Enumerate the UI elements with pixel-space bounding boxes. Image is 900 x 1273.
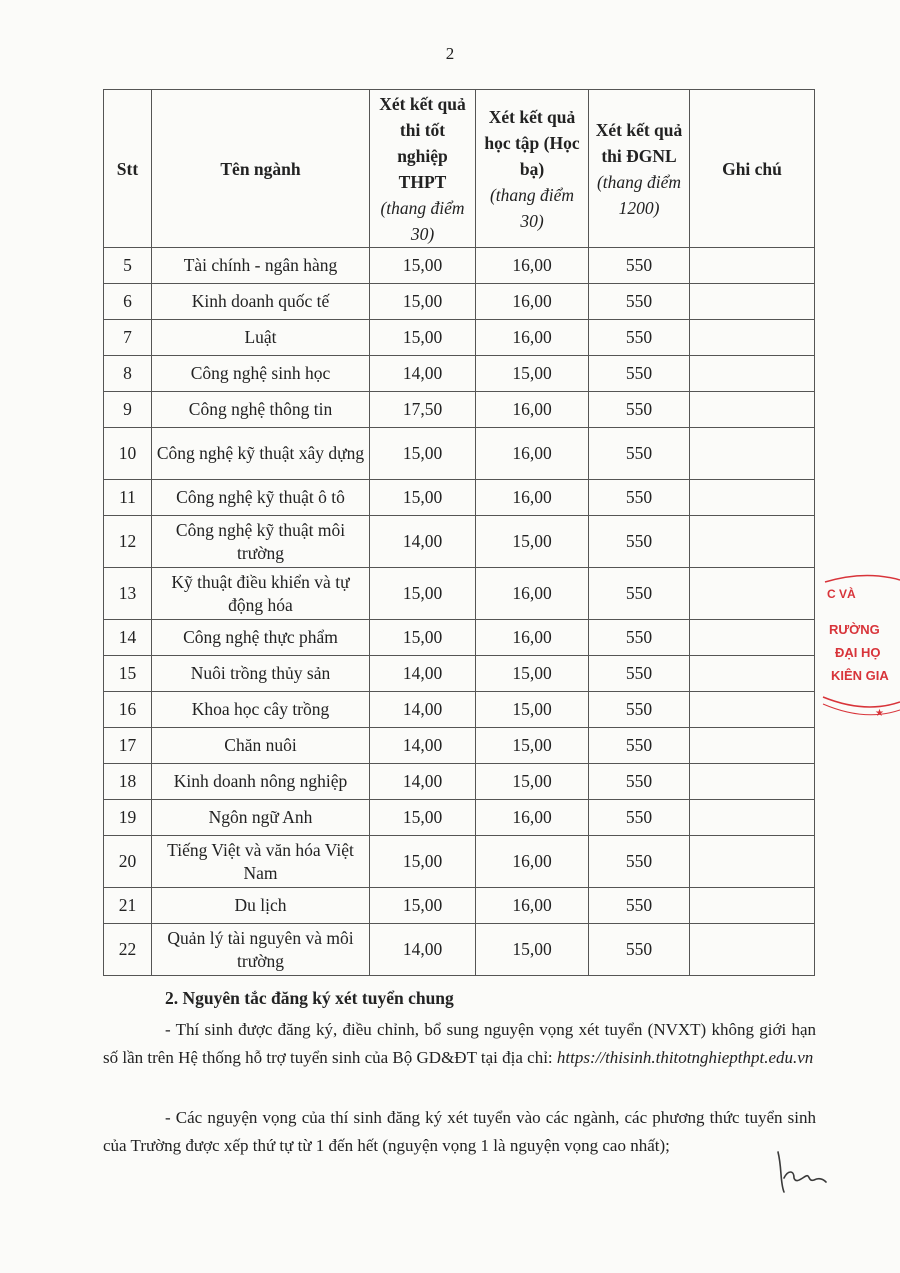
table-row <box>104 728 815 764</box>
table-row <box>104 836 815 888</box>
cell-thpt-score: 15,00 <box>370 888 476 924</box>
cell-stt: 15 <box>104 656 152 692</box>
table-body <box>104 248 815 976</box>
seal-text-line-3: ĐẠI HỌ <box>835 645 881 660</box>
cell-major-name: Chăn nuôi <box>152 728 370 764</box>
cell-thpt-score: 14,00 <box>370 924 476 976</box>
cell-thpt-score: 14,00 <box>370 692 476 728</box>
cell-thpt-score: 15,00 <box>370 284 476 320</box>
table-row <box>104 248 815 284</box>
cell-stt: 7 <box>104 320 152 356</box>
cell-hocba-score: 16,00 <box>476 428 589 480</box>
cell-stt: 22 <box>104 924 152 976</box>
cell-stt: 21 <box>104 888 152 924</box>
header-hocba <box>476 90 589 248</box>
cell-note <box>690 284 815 320</box>
cell-note <box>690 320 815 356</box>
cell-note <box>690 428 815 480</box>
cell-dgnl-score: 550 <box>589 392 690 428</box>
header-hocba-label: Xét kết quả học tập (Học bạ) <box>484 106 580 179</box>
cell-stt: 14 <box>104 620 152 656</box>
cell-major-name: Công nghệ thực phẩm <box>152 620 370 656</box>
paragraph-registration-text: - Thí sinh được đăng ký, điều chỉnh, bổ sung nguyện vọng xét tuyển (NVXT) không giới hạn số lần trên Hệ thống hỗ trợ tuyển sinh của Bộ GD&ĐT tại địa chỉ: <box>103 1020 816 1067</box>
cell-dgnl-score: 550 <box>589 284 690 320</box>
cell-major-name: Luật <box>152 320 370 356</box>
cell-stt: 13 <box>104 568 152 620</box>
seal-text-line-4: KIÊN GIA <box>831 668 889 683</box>
cell-note <box>690 692 815 728</box>
paragraph-priority-text: - Các nguyện vọng của thí sinh đăng ký xét tuyển vào các ngành, các phương thức tuyển sinh của Trường được xếp thứ tự từ 1 đến hết (nguyện vọng 1 là nguyện vọng cao nhất); <box>103 1108 816 1155</box>
cell-dgnl-score: 550 <box>589 764 690 800</box>
cell-major-name: Kinh doanh nông nghiệp <box>152 764 370 800</box>
cell-major-name: Công nghệ kỹ thuật xây dựng <box>152 428 370 480</box>
cell-stt: 16 <box>104 692 152 728</box>
header-thpt-label: Xét kết quả thi tốt nghiệp THPT <box>379 93 466 192</box>
table-row <box>104 516 815 568</box>
cell-stt: 12 <box>104 516 152 568</box>
cell-stt: 18 <box>104 764 152 800</box>
cell-note <box>690 728 815 764</box>
admission-score-table <box>103 89 815 976</box>
cell-thpt-score: 15,00 <box>370 800 476 836</box>
cell-note <box>690 656 815 692</box>
handwritten-signature <box>772 1148 832 1198</box>
cell-dgnl-score: 550 <box>589 888 690 924</box>
table-row <box>104 356 815 392</box>
cell-dgnl-score: 550 <box>589 516 690 568</box>
section-heading: 2. Nguyên tắc đăng ký xét tuyển chung <box>165 988 454 1008</box>
cell-dgnl-score: 550 <box>589 800 690 836</box>
header-hocba-scale: (thang điểm 30) <box>489 184 575 231</box>
cell-hocba-score: 15,00 <box>476 764 589 800</box>
cell-hocba-score: 15,00 <box>476 692 589 728</box>
cell-dgnl-score: 550 <box>589 568 690 620</box>
cell-thpt-score: 17,50 <box>370 392 476 428</box>
cell-major-name: Công nghệ kỹ thuật ô tô <box>152 480 370 516</box>
header-dgnl-label: Xét kết quả thi ĐGNL <box>595 119 683 166</box>
seal-star-icon: ★ <box>875 708 884 719</box>
cell-stt: 11 <box>104 480 152 516</box>
cell-dgnl-score: 550 <box>589 620 690 656</box>
table-row <box>104 764 815 800</box>
cell-hocba-score: 16,00 <box>476 480 589 516</box>
cell-thpt-score: 14,00 <box>370 516 476 568</box>
cell-note <box>690 480 815 516</box>
cell-major-name: Kỹ thuật điều khiển và tự động hóa <box>152 568 370 620</box>
table-row <box>104 284 815 320</box>
cell-note <box>690 392 815 428</box>
cell-major-name: Tài chính - ngân hàng <box>152 248 370 284</box>
cell-note <box>690 516 815 568</box>
header-stt: Stt <box>104 90 152 248</box>
cell-thpt-score: 15,00 <box>370 480 476 516</box>
page-number: 2 <box>445 44 455 63</box>
paragraph-priority <box>103 1104 816 1160</box>
cell-stt: 17 <box>104 728 152 764</box>
cell-major-name: Công nghệ kỹ thuật môi trường <box>152 516 370 568</box>
cell-dgnl-score: 550 <box>589 428 690 480</box>
table-row <box>104 320 815 356</box>
cell-note <box>690 764 815 800</box>
table-row <box>104 692 815 728</box>
cell-dgnl-score: 550 <box>589 692 690 728</box>
table-row <box>104 620 815 656</box>
cell-major-name: Công nghệ thông tin <box>152 392 370 428</box>
table-row <box>104 924 815 976</box>
cell-note <box>690 356 815 392</box>
registration-url: https://thisinh.thitotnghiepthpt.edu.vn <box>556 1048 814 1067</box>
cell-stt: 6 <box>104 284 152 320</box>
seal-text-line-1: C VÀ <box>827 587 856 601</box>
cell-hocba-score: 15,00 <box>476 728 589 764</box>
header-thpt <box>370 90 476 248</box>
cell-hocba-score: 16,00 <box>476 888 589 924</box>
cell-note <box>690 620 815 656</box>
cell-dgnl-score: 550 <box>589 656 690 692</box>
cell-thpt-score: 14,00 <box>370 764 476 800</box>
cell-stt: 9 <box>104 392 152 428</box>
cell-thpt-score: 14,00 <box>370 728 476 764</box>
cell-thpt-score: 15,00 <box>370 568 476 620</box>
cell-major-name: Nuôi trồng thủy sản <box>152 656 370 692</box>
cell-thpt-score: 15,00 <box>370 428 476 480</box>
cell-hocba-score: 15,00 <box>476 656 589 692</box>
table-row <box>104 800 815 836</box>
cell-thpt-score: 14,00 <box>370 656 476 692</box>
cell-stt: 5 <box>104 248 152 284</box>
header-dgnl-scale: (thang điểm 1200) <box>596 171 682 218</box>
cell-hocba-score: 15,00 <box>476 516 589 568</box>
cell-hocba-score: 16,00 <box>476 392 589 428</box>
header-major-name: Tên ngành <box>152 90 370 248</box>
cell-dgnl-score: 550 <box>589 924 690 976</box>
table-row <box>104 888 815 924</box>
cell-hocba-score: 16,00 <box>476 284 589 320</box>
cell-stt: 19 <box>104 800 152 836</box>
cell-note <box>690 800 815 836</box>
cell-major-name: Công nghệ sinh học <box>152 356 370 392</box>
table-header-row <box>104 90 815 248</box>
cell-dgnl-score: 550 <box>589 480 690 516</box>
cell-thpt-score: 14,00 <box>370 356 476 392</box>
cell-thpt-score: 15,00 <box>370 248 476 284</box>
cell-hocba-score: 16,00 <box>476 620 589 656</box>
cell-note <box>690 248 815 284</box>
cell-major-name: Quản lý tài nguyên và môi trường <box>152 924 370 976</box>
header-dgnl <box>589 90 690 248</box>
header-note: Ghi chú <box>690 90 815 248</box>
seal-text-line-2: RƯỜNG <box>829 622 880 637</box>
cell-dgnl-score: 550 <box>589 728 690 764</box>
paragraph-registration <box>103 1016 816 1072</box>
cell-major-name: Ngôn ngữ Anh <box>152 800 370 836</box>
table-row <box>104 480 815 516</box>
cell-hocba-score: 15,00 <box>476 924 589 976</box>
cell-thpt-score: 15,00 <box>370 320 476 356</box>
cell-major-name: Tiếng Việt và văn hóa Việt Nam <box>152 836 370 888</box>
seal-bottom-arc <box>823 697 900 707</box>
table-row <box>104 428 815 480</box>
cell-note <box>690 568 815 620</box>
cell-hocba-score: 16,00 <box>476 800 589 836</box>
cell-note <box>690 836 815 888</box>
table-row <box>104 568 815 620</box>
cell-dgnl-score: 550 <box>589 320 690 356</box>
cell-major-name: Du lịch <box>152 888 370 924</box>
cell-note <box>690 888 815 924</box>
table-row <box>104 656 815 692</box>
cell-dgnl-score: 550 <box>589 248 690 284</box>
cell-note <box>690 924 815 976</box>
seal-top-arc <box>825 575 900 582</box>
table-row <box>104 392 815 428</box>
cell-hocba-score: 16,00 <box>476 836 589 888</box>
cell-dgnl-score: 550 <box>589 356 690 392</box>
cell-thpt-score: 15,00 <box>370 836 476 888</box>
cell-hocba-score: 16,00 <box>476 248 589 284</box>
university-seal-stamp <box>815 572 900 732</box>
cell-stt: 10 <box>104 428 152 480</box>
cell-stt: 8 <box>104 356 152 392</box>
cell-major-name: Kinh doanh quốc tế <box>152 284 370 320</box>
cell-hocba-score: 16,00 <box>476 568 589 620</box>
cell-thpt-score: 15,00 <box>370 620 476 656</box>
cell-major-name: Khoa học cây trồng <box>152 692 370 728</box>
cell-stt: 20 <box>104 836 152 888</box>
cell-dgnl-score: 550 <box>589 836 690 888</box>
cell-hocba-score: 16,00 <box>476 320 589 356</box>
cell-hocba-score: 15,00 <box>476 356 589 392</box>
header-thpt-scale: (thang điểm 30) <box>380 197 465 244</box>
